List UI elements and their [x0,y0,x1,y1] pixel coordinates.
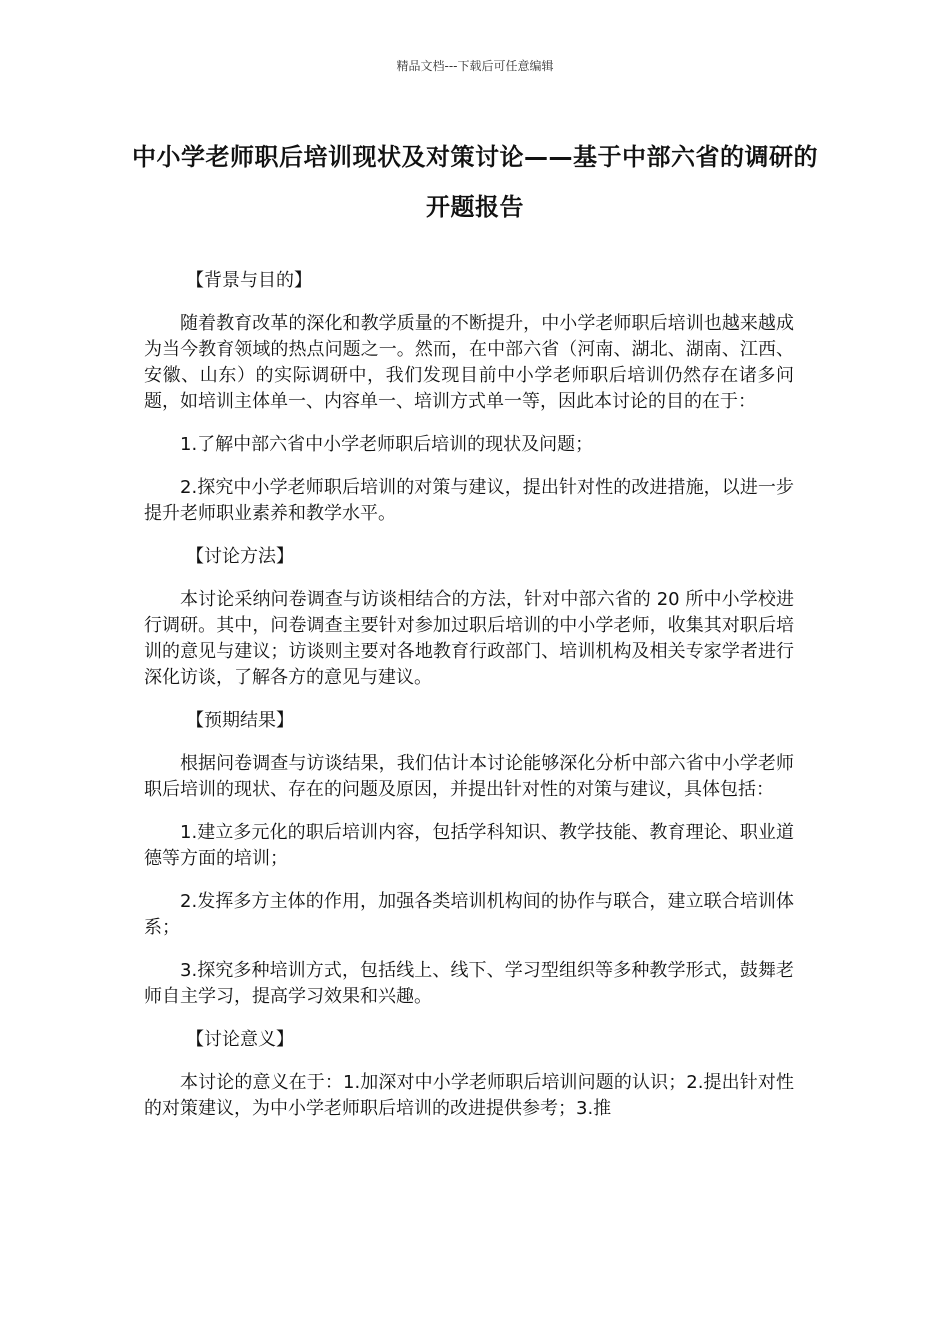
document-body [144,268,794,1122]
paragraph: 根据问卷调查与访谈结果，我们估计本讨论能够深化分析中部六省中小学老师职后培训的现状、存在的问题及原因，并提出针对性的对策与建议，具体包括： [144,753,794,800]
paragraph: 2.发挥多方主体的作用，加强各类培训机构间的协作与联合，建立联合培训体系； [144,891,794,938]
paragraph: 随着教育改革的深化和教学质量的不断提升，中小学老师职后培训也越来越成为当今教育领域的热点问题之一。然而，在中部六省（河南、湖北、湖南、江西、安徽、山东）的实际调研中，我们发现目前中小学老师职后培训仍然存在诸多问题，如培训主体单一、内容单一、培训方式单一等，因此本讨论的目的在于： [144,313,794,412]
paragraph: 本讨论的意义在于：1.加深对中小学老师职后培训问题的认识；2.提出针对性的对策建议，为中小学老师职后培训的改进提供参考；3.推 [144,1072,794,1119]
page-header: 精品文档---下载后可任意编辑 [396,59,554,73]
section-heading-significance: 【讨论意义】 [186,1029,294,1050]
section-heading-background: 【背景与目的】 [186,270,312,291]
paragraph: 1.建立多元化的职后培训内容，包括学科知识、教学技能、教育理论、职业道德等方面的培训； [144,822,794,869]
section-heading-results: 【预期结果】 [186,710,294,731]
paragraph: 2.探究中小学老师职后培训的对策与建议，提出针对性的改进措施，以进一步提升老师职业素养和教学水平。 [144,477,794,524]
paragraph: 本讨论采纳问卷调查与访谈相结合的方法，针对中部六省的 20 所中小学校进行调研。其中，问卷调查主要针对参加过职后培训的中小学老师，收集其对职后培训的意见与建议；访谈则主要对各地教育行政部门、培训机构及相关专家学者进行深化访谈，了解各方的意见与建议。 [144,589,794,688]
paragraph: 3.探究多种培训方式，包括线上、线下、学习型组织等多种教学形式，鼓舞老师自主学习，提高学习效果和兴趣。 [144,960,794,1007]
section-heading-method: 【讨论方法】 [186,546,294,567]
document-title: 中小学老师职后培训现状及对策讨论——基于中部六省的调研的开题报告 [132,143,818,221]
paragraph: 1.了解中部六省中小学老师职后培训的现状及问题； [180,434,594,455]
